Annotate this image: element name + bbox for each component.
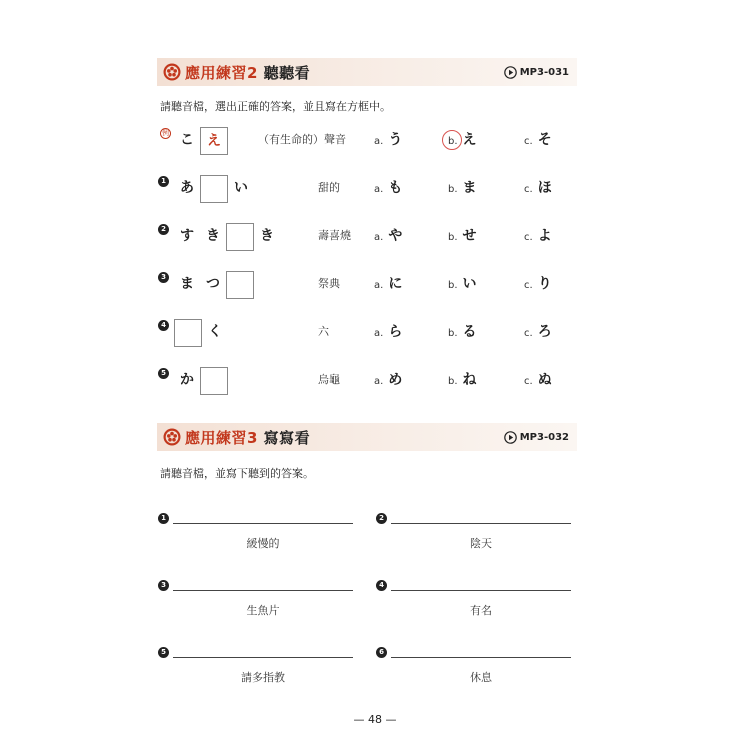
question-kana: い [234, 180, 248, 196]
example-meaning: （有生命的）聲音 [258, 133, 346, 146]
answer-box[interactable] [226, 271, 254, 299]
example-option-c: c. そ [524, 132, 552, 148]
section3-title: 應用練習3 寫寫看 [185, 429, 311, 447]
answer-line[interactable] [173, 523, 353, 524]
option-c[interactable]: c. ろ [524, 324, 552, 340]
option-c[interactable]: c. ほ [524, 180, 552, 196]
audio-track-link[interactable]: MP3-031 [504, 64, 569, 80]
question-number: 3 [158, 272, 169, 283]
question-meaning: 祭典 [318, 277, 340, 290]
answer-box[interactable] [200, 367, 228, 395]
question-row [0, 174, 750, 204]
item-number: 6 [376, 647, 387, 658]
item-number: 3 [158, 580, 169, 591]
option-c[interactable]: c. よ [524, 228, 552, 244]
option-b[interactable]: b. せ [448, 228, 477, 244]
example-answer-box: え [200, 127, 228, 155]
section2-instruction: 請聽音檔，選出正確的答案，並且寫在方框中。 [160, 100, 391, 113]
answer-line[interactable] [391, 523, 571, 524]
answer-line[interactable] [391, 657, 571, 658]
question-kana: く [208, 324, 222, 340]
option-a[interactable]: a. に [374, 276, 403, 292]
page-number: — 48 — [353, 713, 397, 726]
item-number: 1 [158, 513, 169, 524]
option-c[interactable]: c. ぬ [524, 372, 552, 388]
answer-box[interactable] [200, 175, 228, 203]
question-meaning: 壽喜燒 [318, 229, 351, 242]
question-kana: き [206, 228, 220, 244]
example-option-a: a. う [374, 132, 403, 148]
item-meaning: 生魚片 [246, 604, 280, 617]
play-icon [504, 431, 517, 444]
audio-track-link[interactable]: MP3-032 [504, 429, 569, 445]
question-kana: あ [180, 180, 194, 196]
answer-line[interactable] [173, 657, 353, 658]
question-row [0, 270, 750, 300]
play-icon [504, 66, 517, 79]
example-kana: こ [180, 132, 194, 148]
answer-box[interactable] [226, 223, 254, 251]
flower-logo-icon [163, 428, 181, 446]
question-row [0, 366, 750, 396]
section3-instruction: 請聽音檔，並寫下聽到的答案。 [160, 467, 314, 480]
question-row [0, 222, 750, 252]
flower-logo-icon [163, 63, 181, 81]
item-meaning: 緩慢的 [246, 537, 280, 550]
question-kana: す [180, 228, 194, 244]
option-b[interactable]: b. る [448, 324, 477, 340]
item-number: 2 [376, 513, 387, 524]
item-number: 4 [376, 580, 387, 591]
question-kana: ま [180, 276, 194, 292]
option-a[interactable]: a. ら [374, 324, 403, 340]
question-kana: か [180, 372, 194, 388]
option-a[interactable]: a. め [374, 372, 403, 388]
example-badge: 例 [162, 129, 169, 137]
question-kana: き [260, 228, 274, 244]
item-meaning: 陰天 [470, 537, 492, 550]
question-meaning: 烏龜 [318, 373, 340, 386]
option-a[interactable]: a. も [374, 180, 403, 196]
question-number: 5 [158, 368, 169, 379]
item-meaning: 休息 [470, 671, 492, 684]
item-number: 5 [158, 647, 169, 658]
option-a[interactable]: a. や [374, 228, 403, 244]
question-number: 4 [158, 320, 169, 331]
question-number: 2 [158, 224, 169, 235]
example-row [0, 126, 750, 156]
question-kana: つ [206, 276, 220, 292]
option-b[interactable]: b. い [448, 276, 477, 292]
answer-line[interactable] [391, 590, 571, 591]
section2-title: 應用練習2 聽聽看 [185, 64, 311, 82]
option-b[interactable]: b. ま [448, 180, 477, 196]
option-b[interactable]: b. ね [448, 372, 477, 388]
section3-banner [157, 423, 577, 451]
question-meaning: 六 [318, 325, 329, 338]
question-number: 1 [158, 176, 169, 187]
item-meaning: 請多指教 [241, 671, 285, 684]
answer-box[interactable] [174, 319, 202, 347]
answer-line[interactable] [173, 590, 353, 591]
question-meaning: 甜的 [318, 181, 340, 194]
section2-banner [157, 58, 577, 86]
question-row [0, 318, 750, 348]
example-option-b: b. え [448, 132, 477, 148]
item-meaning: 有名 [470, 604, 492, 617]
option-c[interactable]: c. り [524, 276, 552, 292]
